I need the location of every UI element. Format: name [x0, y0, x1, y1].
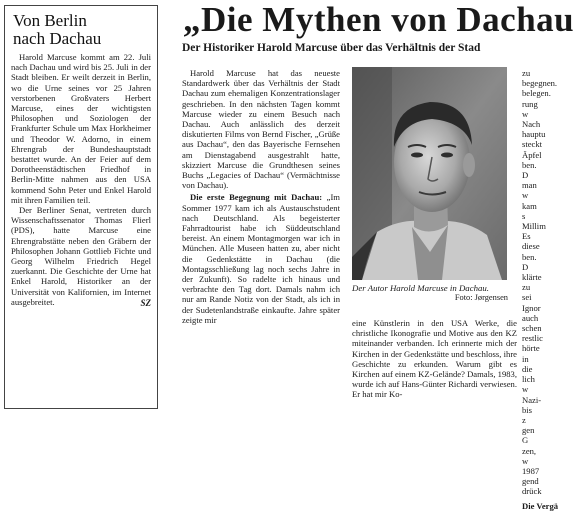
article-headline: „Die Mythen von Dachau [183, 0, 574, 39]
sidebar-title [13, 12, 151, 48]
author-photo [352, 67, 507, 280]
sidebar-paragraph-1: Harold Marcuse kommt am 22. Juli nach Dachau und wird bis 25. Juli in der Stadt bleiben. Er weilt derzeit in Berlin, wo die Urne seines vor 25 Jahren verstorbenen Großvaters Herbert Marcuse, eines der wichtigsten Philosophen und Soziologen der Frankfurter Schule um Max Horkheimer und Theodor W. Adorno, in einem Ehrengrab der Bundeshauptstadt bestattet wurde. An der Feier auf dem Dorotheenstädtischen Friedhof in Berlin-Mitte nahmen aus den USA kommend Sohn Peter und Enkel Harold mit ihren Familien teil. [11, 52, 151, 205]
article-intro-paragraph: Harold Marcuse hat das neueste Standardwerk über das Verhältnis der Stadt Dachau zum ehemaligen Konzentrationslager geschrieben. In den nächsten Tagen kommt Marcuse wieder zu einem Besuch nach Dachau. Auch anlässlich des derzeit diskutierten Films von Bernd Fischer, „Grüße aus Dachau“, den das Bayerische Fernsehen am Dienstagabend ausgestrahlt hatte, skizziert Marcuse die Grundthesen seines Buchs „Legacies of Dachau“ (Vermächtnisse von Dachau). [182, 68, 340, 191]
article-column-2 [352, 318, 517, 423]
photo-caption: Der Autor Harold Marcuse in Dachau. [352, 283, 489, 293]
article-column-1 [182, 68, 340, 423]
article-paragraph-first-encounter [182, 192, 340, 325]
subhead-col3-bold: Die Vergä [522, 500, 559, 511]
article-subhead-col3 [522, 501, 562, 511]
paragraph-body: „Im Sommer 1977 kam ich als Austauschstudent nach Deutschland. Als begeisterter Fahrradtourist habe ich Süddeutschland bereist. An einem Montagmorgen war ich in München. Alle Museen hatten zu, aber nicht die Gedenkstätte in Dachau (die Montagsschließung lag noch sechs Jahre in der Zukunft). So radelte ich hinaus und verbrachte den Tag dort. Damals nahm ich nur am Rande Notiz von der Stadt, als ich in der Sudetenlandstraße einkaufte. Jahre später zeigte mir [182, 192, 340, 325]
sidebar-signature: SZ [140, 298, 151, 309]
sidebar-paragraph-2: Der Berliner Senat, vertreten durch Wissenschaftssenator Thomas Flierl (PDS), hatte Marcuse eine Ehrengrabstätte neben den Gräbern der Philosophen Johann Gottlieb Fichte und Georg Wilhelm Friedrich Hegel zuerkannt. Die Geschichte der Urne hat Enkel Harold, Historiker an der Universität von Kalifornien, im Internet ausgebreitet. [11, 205, 151, 307]
photo-credit: Foto: Jørgensen [454, 293, 508, 302]
sidebar-box [4, 5, 158, 409]
article-paragraph-col3: zu begegnen. belegen. rung w Nach hauptu steckt Äpfel ben. D man w kam s Millim Es diese ben. D klärte zu sei Ignor auch schen restlic hörte in die lich w Nazi- bis z gen G zen, w 1987 gend drück [522, 68, 558, 497]
photo-caption-block [352, 283, 512, 302]
sidebar-title-line2: nach Dachau [13, 29, 102, 48]
article-paragraph-col2: eine Künstlerin in den USA Werke, die christliche Ikonografie und Motive aus den KZ miteinander verbanden. Ich erinnerte mich der Kirchen in der Gedenkstätte und beschloss, ihre Geschichte zu erkunden. Warum gibt es Kirchen auf einem KZ-Gelände? Damals, 1983, wurde ich auf Hans-Günter Richardi verwiesen. Er hat mir Ko- [352, 318, 517, 400]
article-column-3 [522, 68, 562, 511]
paragraph-lead-in: Die erste Begegnung mit Dachau: [190, 192, 323, 203]
sidebar-title-line1: Von Berlin [13, 11, 87, 30]
article-subheadline: Der Historiker Harold Marcuse über das Verhältnis der Stad [182, 42, 481, 54]
portrait-image [352, 67, 507, 280]
